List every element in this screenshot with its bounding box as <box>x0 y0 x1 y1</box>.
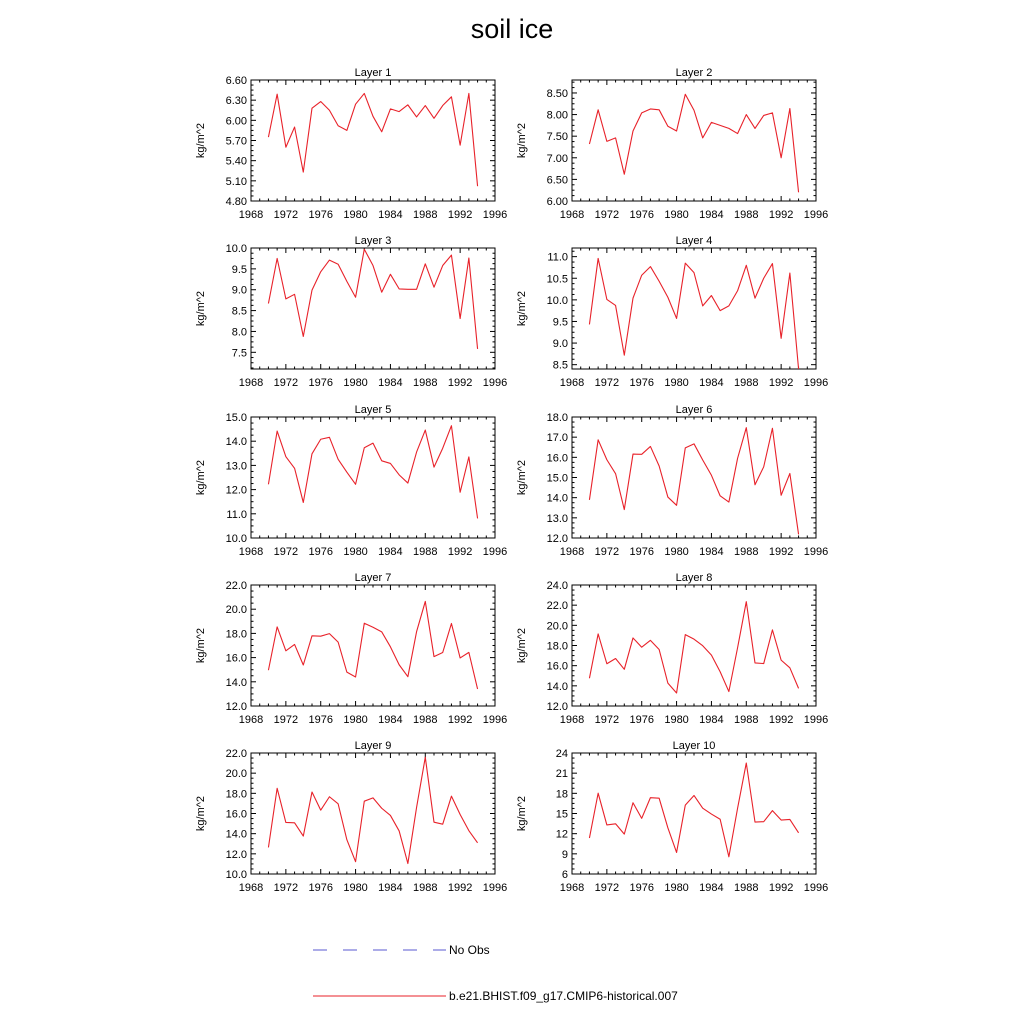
x-tick-label: 1976 <box>308 882 333 894</box>
y-tick-label: 13.0 <box>546 512 568 525</box>
x-tick-label: 1976 <box>629 714 654 726</box>
y-tick-label: 8.50 <box>546 87 568 100</box>
x-tick-label: 1976 <box>629 882 654 894</box>
y-axis-label: kg/m^2 <box>516 459 528 496</box>
y-tick-label: 14.0 <box>546 680 568 693</box>
y-tick-label: 18.0 <box>225 628 247 641</box>
x-tick-label: 1984 <box>699 714 724 726</box>
panel-layer-8 <box>516 572 828 726</box>
x-tick-label: 1976 <box>308 714 333 726</box>
y-tick-label: 18.0 <box>225 788 247 801</box>
x-tick-label: 1968 <box>238 882 264 894</box>
y-tick-label: 9.5 <box>552 316 568 329</box>
x-tick-label: 1992 <box>447 377 473 389</box>
y-axis-label: kg/m^2 <box>195 122 207 159</box>
y-tick-label: 24.0 <box>546 580 568 592</box>
panel-title: Layer 3 <box>354 235 392 247</box>
y-tick-label: 12.0 <box>225 484 247 497</box>
y-tick-label: 16.0 <box>546 660 568 673</box>
x-tick-label: 1996 <box>482 209 508 221</box>
y-tick-label: 14.0 <box>225 436 247 449</box>
series-line <box>268 426 477 519</box>
y-tick-label: 14.0 <box>225 676 247 689</box>
x-tick-label: 1980 <box>343 714 368 726</box>
panel-layer-6 <box>516 404 828 558</box>
y-tick-label: 11.0 <box>226 508 247 521</box>
x-tick-label: 1992 <box>447 882 473 894</box>
x-tick-label: 1984 <box>699 882 724 894</box>
y-axis-label: kg/m^2 <box>195 627 207 664</box>
y-tick-label: 14.0 <box>546 492 568 505</box>
x-tick-label: 1980 <box>343 546 368 558</box>
x-tick-label: 1968 <box>238 209 264 221</box>
y-tick-label: 10.0 <box>546 294 568 307</box>
plot-frame <box>572 585 816 706</box>
x-tick-label: 1992 <box>768 714 794 726</box>
panel-title: Layer 10 <box>672 740 716 752</box>
x-tick-label: 1996 <box>803 546 829 558</box>
panel-layer-9 <box>195 740 507 894</box>
y-tick-label: 4.80 <box>225 196 247 208</box>
y-tick-label: 5.10 <box>225 175 247 188</box>
y-tick-label: 20.0 <box>225 768 247 781</box>
x-tick-label: 1968 <box>238 377 264 389</box>
panel-layer-7 <box>195 572 507 726</box>
y-tick-label: 16.0 <box>225 808 247 821</box>
legend-label: No Obs <box>449 943 490 957</box>
y-tick-label: 12.0 <box>225 701 247 713</box>
x-tick-label: 1980 <box>664 714 689 726</box>
x-tick-label: 1976 <box>308 546 333 558</box>
y-tick-label: 17.0 <box>546 432 568 445</box>
y-tick-label: 10.5 <box>546 273 568 286</box>
x-tick-label: 1996 <box>803 882 829 894</box>
y-tick-label: 8.5 <box>552 359 568 372</box>
y-tick-label: 6.00 <box>546 196 568 208</box>
y-tick-label: 11.0 <box>547 251 568 264</box>
x-tick-label: 1992 <box>447 546 473 558</box>
panel-title: Layer 1 <box>354 67 392 79</box>
x-tick-label: 1996 <box>482 546 508 558</box>
y-tick-label: 9.5 <box>231 263 247 276</box>
series-line <box>268 757 477 863</box>
plot-frame <box>251 753 495 874</box>
x-tick-label: 1996 <box>482 714 508 726</box>
y-axis-label: kg/m^2 <box>195 290 207 327</box>
y-tick-label: 15.0 <box>546 472 568 485</box>
y-tick-label: 22.0 <box>225 748 247 760</box>
y-tick-label: 5.40 <box>225 155 247 168</box>
panel-title: Layer 5 <box>354 404 392 416</box>
panel-title: Layer 7 <box>354 572 392 584</box>
y-axis-label: kg/m^2 <box>516 290 528 327</box>
y-tick-label: 9.0 <box>552 338 568 351</box>
x-tick-label: 1968 <box>559 209 585 221</box>
y-tick-label: 6.60 <box>225 75 247 87</box>
x-tick-label: 1996 <box>482 377 508 389</box>
x-tick-label: 1988 <box>734 377 759 389</box>
y-tick-label: 7.50 <box>546 131 568 144</box>
y-tick-label: 10.0 <box>225 243 247 255</box>
series-line <box>268 601 477 689</box>
y-tick-label: 9 <box>561 848 568 861</box>
y-tick-label: 6.00 <box>225 115 247 128</box>
x-tick-label: 1996 <box>803 377 829 389</box>
y-tick-label: 13.0 <box>225 460 247 473</box>
x-tick-label: 1984 <box>378 377 403 389</box>
x-tick-label: 1968 <box>559 882 585 894</box>
x-tick-label: 1972 <box>273 882 299 894</box>
x-tick-label: 1968 <box>559 714 585 726</box>
y-tick-label: 12.0 <box>546 533 568 545</box>
x-tick-label: 1980 <box>343 882 368 894</box>
series-line <box>268 249 477 349</box>
y-tick-label: 20.0 <box>546 620 568 633</box>
x-tick-label: 1972 <box>273 714 299 726</box>
y-tick-label: 18.0 <box>546 640 568 653</box>
x-tick-label: 1980 <box>343 209 368 221</box>
y-axis-label: kg/m^2 <box>516 122 528 159</box>
y-tick-label: 7.00 <box>546 152 568 165</box>
series-line <box>589 258 798 369</box>
panel-layer-4 <box>516 235 828 389</box>
y-tick-label: 10.0 <box>225 533 247 545</box>
y-tick-label: 8.0 <box>231 326 247 339</box>
panel-layer-10 <box>516 740 828 894</box>
y-tick-label: 16.0 <box>225 652 247 665</box>
figure-title: soil ice <box>470 14 554 44</box>
x-tick-label: 1984 <box>378 546 403 558</box>
x-tick-label: 1980 <box>664 882 689 894</box>
y-tick-label: 24 <box>555 748 568 760</box>
x-tick-label: 1996 <box>803 209 829 221</box>
x-tick-label: 1988 <box>413 546 438 558</box>
legend <box>313 943 678 1003</box>
x-tick-label: 1992 <box>768 377 794 389</box>
series-line <box>268 93 477 186</box>
y-tick-label: 12.0 <box>225 848 247 861</box>
plot-frame <box>572 248 816 369</box>
y-tick-label: 20.0 <box>225 604 247 617</box>
x-tick-label: 1996 <box>482 882 508 894</box>
y-tick-label: 15 <box>555 808 568 821</box>
x-tick-label: 1972 <box>273 209 299 221</box>
panel-layer-1 <box>195 67 507 221</box>
x-tick-label: 1988 <box>413 209 438 221</box>
x-tick-label: 1972 <box>273 377 299 389</box>
x-tick-label: 1988 <box>413 882 438 894</box>
plot-frame <box>572 417 816 538</box>
x-tick-label: 1988 <box>734 546 759 558</box>
y-tick-label: 12 <box>555 828 568 841</box>
x-tick-label: 1980 <box>664 209 689 221</box>
x-tick-label: 1984 <box>699 546 724 558</box>
y-tick-label: 9.0 <box>231 284 247 297</box>
x-tick-label: 1992 <box>768 882 794 894</box>
x-tick-label: 1992 <box>447 209 473 221</box>
x-tick-label: 1980 <box>664 377 689 389</box>
x-tick-label: 1984 <box>699 209 724 221</box>
y-tick-label: 22.0 <box>546 600 568 613</box>
panel-title: Layer 6 <box>675 404 713 416</box>
y-tick-label: 10.0 <box>225 869 247 881</box>
y-tick-label: 12.0 <box>546 701 568 713</box>
legend-label: b.e21.BHIST.f09_g17.CMIP6-historical.007 <box>449 989 678 1003</box>
x-tick-label: 1968 <box>238 546 264 558</box>
x-tick-label: 1972 <box>594 209 620 221</box>
y-tick-label: 7.5 <box>231 347 247 360</box>
x-tick-label: 1976 <box>629 377 654 389</box>
x-tick-label: 1972 <box>594 882 620 894</box>
y-tick-label: 16.0 <box>546 452 568 465</box>
x-tick-label: 1984 <box>699 377 724 389</box>
panel-title: Layer 4 <box>675 235 713 247</box>
y-tick-label: 8.00 <box>546 109 568 122</box>
series-line <box>589 763 798 857</box>
x-tick-label: 1988 <box>734 714 759 726</box>
x-tick-label: 1972 <box>594 377 620 389</box>
x-tick-label: 1972 <box>594 714 620 726</box>
x-tick-label: 1984 <box>378 209 403 221</box>
series-line <box>589 602 798 693</box>
x-tick-label: 1984 <box>378 882 403 894</box>
y-axis-label: kg/m^2 <box>516 795 528 832</box>
x-tick-label: 1996 <box>803 714 829 726</box>
y-axis-label: kg/m^2 <box>195 795 207 832</box>
x-tick-label: 1992 <box>768 209 794 221</box>
x-tick-label: 1992 <box>447 714 473 726</box>
y-tick-label: 6.30 <box>225 95 247 108</box>
y-axis-label: kg/m^2 <box>195 459 207 496</box>
series-line <box>589 94 798 192</box>
x-tick-label: 1976 <box>308 209 333 221</box>
y-tick-label: 8.5 <box>231 305 247 318</box>
y-tick-label: 18 <box>555 788 568 801</box>
panel-title: Layer 8 <box>675 572 713 584</box>
panel-layer-5 <box>195 404 507 558</box>
x-tick-label: 1972 <box>594 546 620 558</box>
x-tick-label: 1988 <box>734 882 759 894</box>
x-tick-label: 1984 <box>378 714 403 726</box>
x-tick-label: 1976 <box>308 377 333 389</box>
y-tick-label: 15.0 <box>225 412 247 424</box>
x-tick-label: 1988 <box>734 209 759 221</box>
y-axis-label: kg/m^2 <box>516 627 528 664</box>
x-tick-label: 1988 <box>413 377 438 389</box>
y-tick-label: 21 <box>555 768 568 781</box>
panel-layer-2 <box>516 67 828 221</box>
plot-frame <box>251 80 495 201</box>
x-tick-label: 1988 <box>413 714 438 726</box>
panel-layer-3 <box>195 235 507 389</box>
y-tick-label: 22.0 <box>225 580 247 592</box>
y-tick-label: 14.0 <box>225 828 247 841</box>
plot-frame <box>572 753 816 874</box>
y-tick-label: 18.0 <box>546 412 568 424</box>
y-tick-label: 6.50 <box>546 174 568 187</box>
panel-title: Layer 2 <box>675 67 713 79</box>
plot-frame <box>251 585 495 706</box>
x-tick-label: 1972 <box>273 546 299 558</box>
x-tick-label: 1980 <box>343 377 368 389</box>
x-tick-label: 1980 <box>664 546 689 558</box>
x-tick-label: 1976 <box>629 209 654 221</box>
y-tick-label: 6 <box>561 869 568 881</box>
x-tick-label: 1968 <box>559 377 585 389</box>
x-tick-label: 1968 <box>238 714 264 726</box>
x-tick-label: 1968 <box>559 546 585 558</box>
series-line <box>589 428 798 535</box>
x-tick-label: 1976 <box>629 546 654 558</box>
panel-title: Layer 9 <box>354 740 392 752</box>
x-tick-label: 1992 <box>768 546 794 558</box>
y-tick-label: 5.70 <box>225 135 247 148</box>
